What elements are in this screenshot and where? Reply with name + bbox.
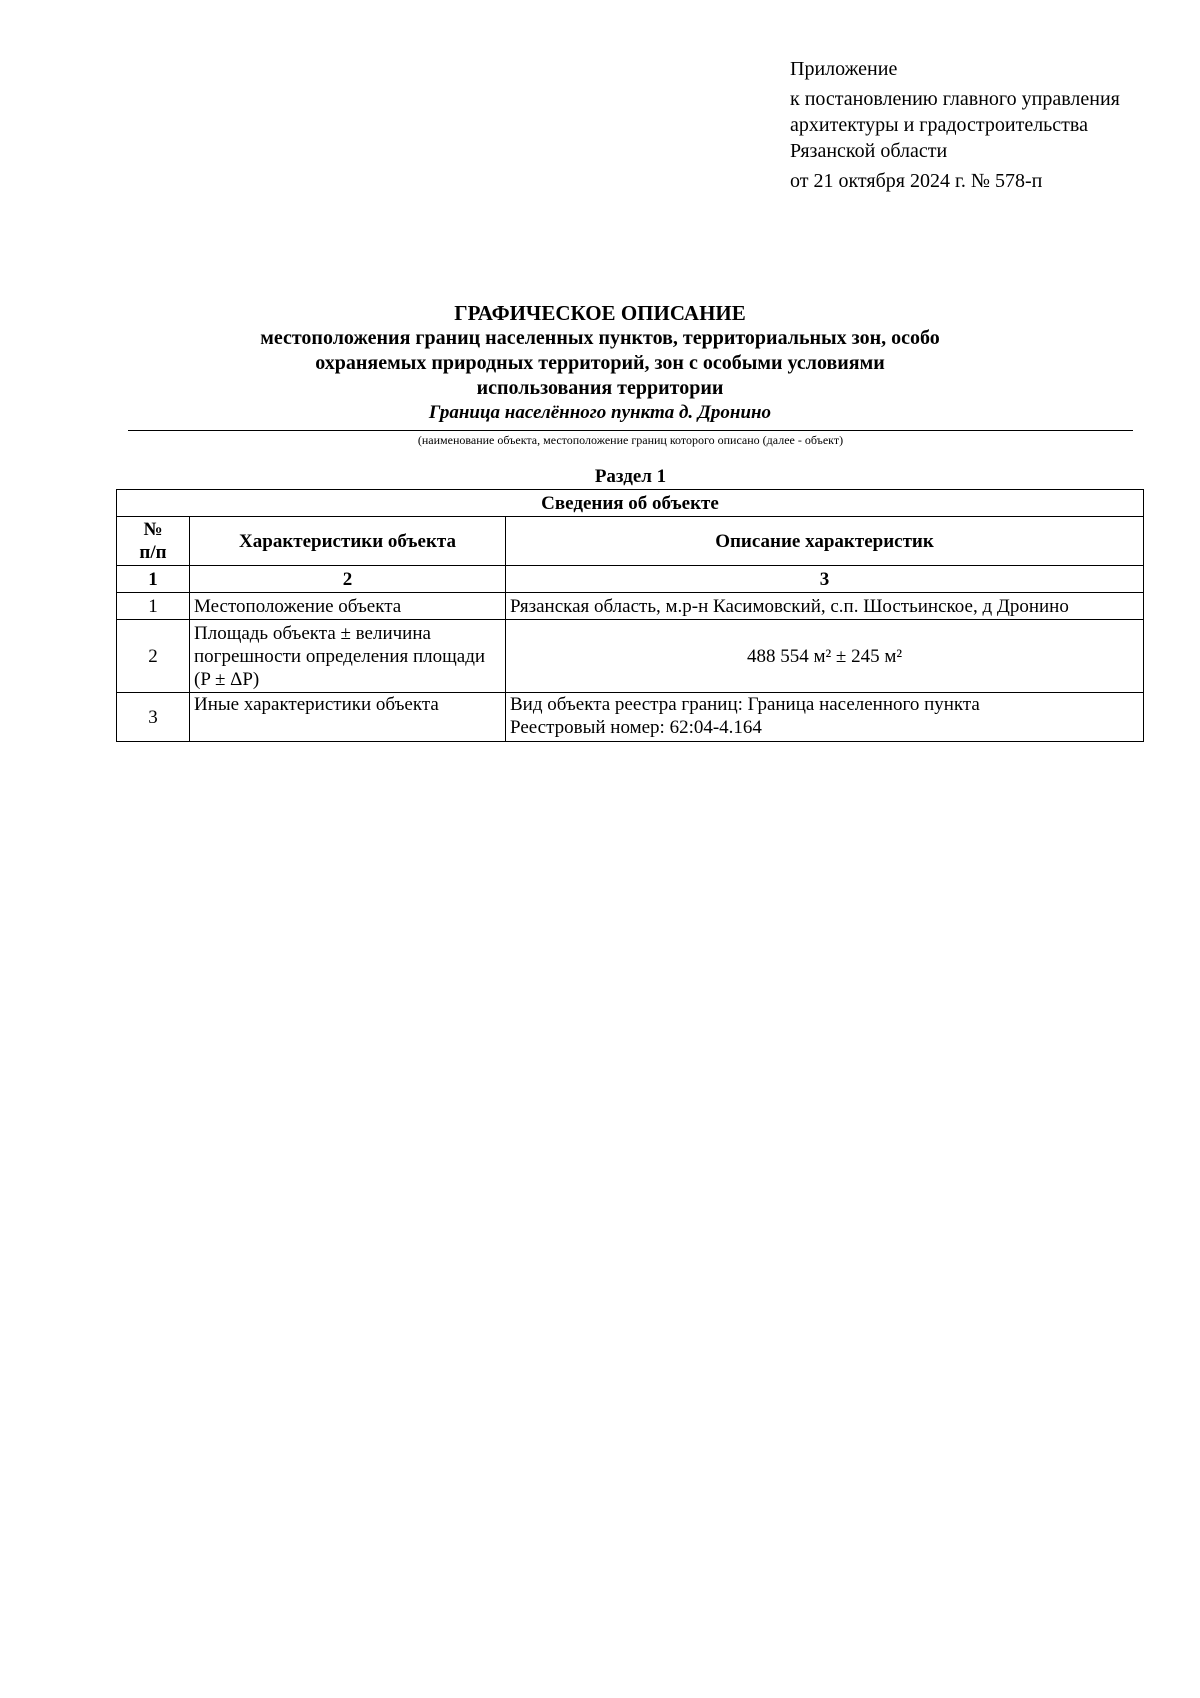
title-block xyxy=(0,300,1200,425)
row-description-line-2: Реестровый номер: 62:04-4.164 xyxy=(510,717,762,738)
object-name-caption: (наименование объекта, местоположение границ которого описано (далее - объект) xyxy=(417,433,844,447)
table-row xyxy=(117,693,1144,742)
object-info-table xyxy=(116,489,1144,742)
row-description-line-1: Вид объекта реестра границ: Граница населенного пункта xyxy=(510,694,980,715)
row-characteristic: Местоположение объекта xyxy=(190,593,506,620)
header-description: Описание характеристик xyxy=(506,517,1144,566)
table-row xyxy=(117,620,1144,693)
appendix-ref-line-2: архитектуры и градостроительства xyxy=(790,114,1088,136)
column-number-row xyxy=(117,566,1144,593)
row-number: 3 xyxy=(117,693,190,742)
appendix-ref-line-1: к постановлению главного управления xyxy=(790,88,1120,110)
table-row xyxy=(117,593,1144,620)
document-subtitle: местоположения границ населенных пунктов, территориальных зон, особо охраняемых природных территорий, зон с особыми условиями использования территории xyxy=(260,327,940,399)
column-number-1: 1 xyxy=(117,566,190,593)
table-header-row xyxy=(117,517,1144,566)
section-title: Раздел 1 xyxy=(594,466,667,487)
appendix-ref-line-3: Рязанской области xyxy=(790,140,948,162)
row-description: Рязанская область, м.р-н Касимовский, с.п. Шостьинское, д Дронино xyxy=(506,593,1144,620)
object-name: Граница населённого пункта д. Дронино xyxy=(428,402,772,423)
header-number: № п/п xyxy=(117,517,190,566)
appendix-header xyxy=(790,56,1170,194)
row-description: 488 554 м² ± 245 м² xyxy=(506,620,1144,693)
header-characteristic: Характеристики объекта xyxy=(190,517,506,566)
appendix-date: от 21 октября 2024 г. № 578-п xyxy=(790,170,1043,192)
column-number-3: 3 xyxy=(506,566,1144,593)
document-title: ГРАФИЧЕСКОЕ ОПИСАНИЕ xyxy=(454,301,746,325)
row-number: 2 xyxy=(117,620,190,693)
appendix-label: Приложение xyxy=(790,58,898,80)
row-number: 1 xyxy=(117,593,190,620)
table-caption-row xyxy=(117,490,1144,517)
row-characteristic: Площадь объекта ± величина погрешности определения площади (P ± ΔP) xyxy=(190,620,506,693)
row-description xyxy=(506,693,1144,742)
object-name-underline xyxy=(128,430,1133,431)
row-characteristic: Иные характеристики объекта xyxy=(190,693,506,742)
column-number-2: 2 xyxy=(190,566,506,593)
table-caption: Сведения об объекте xyxy=(117,490,1144,517)
